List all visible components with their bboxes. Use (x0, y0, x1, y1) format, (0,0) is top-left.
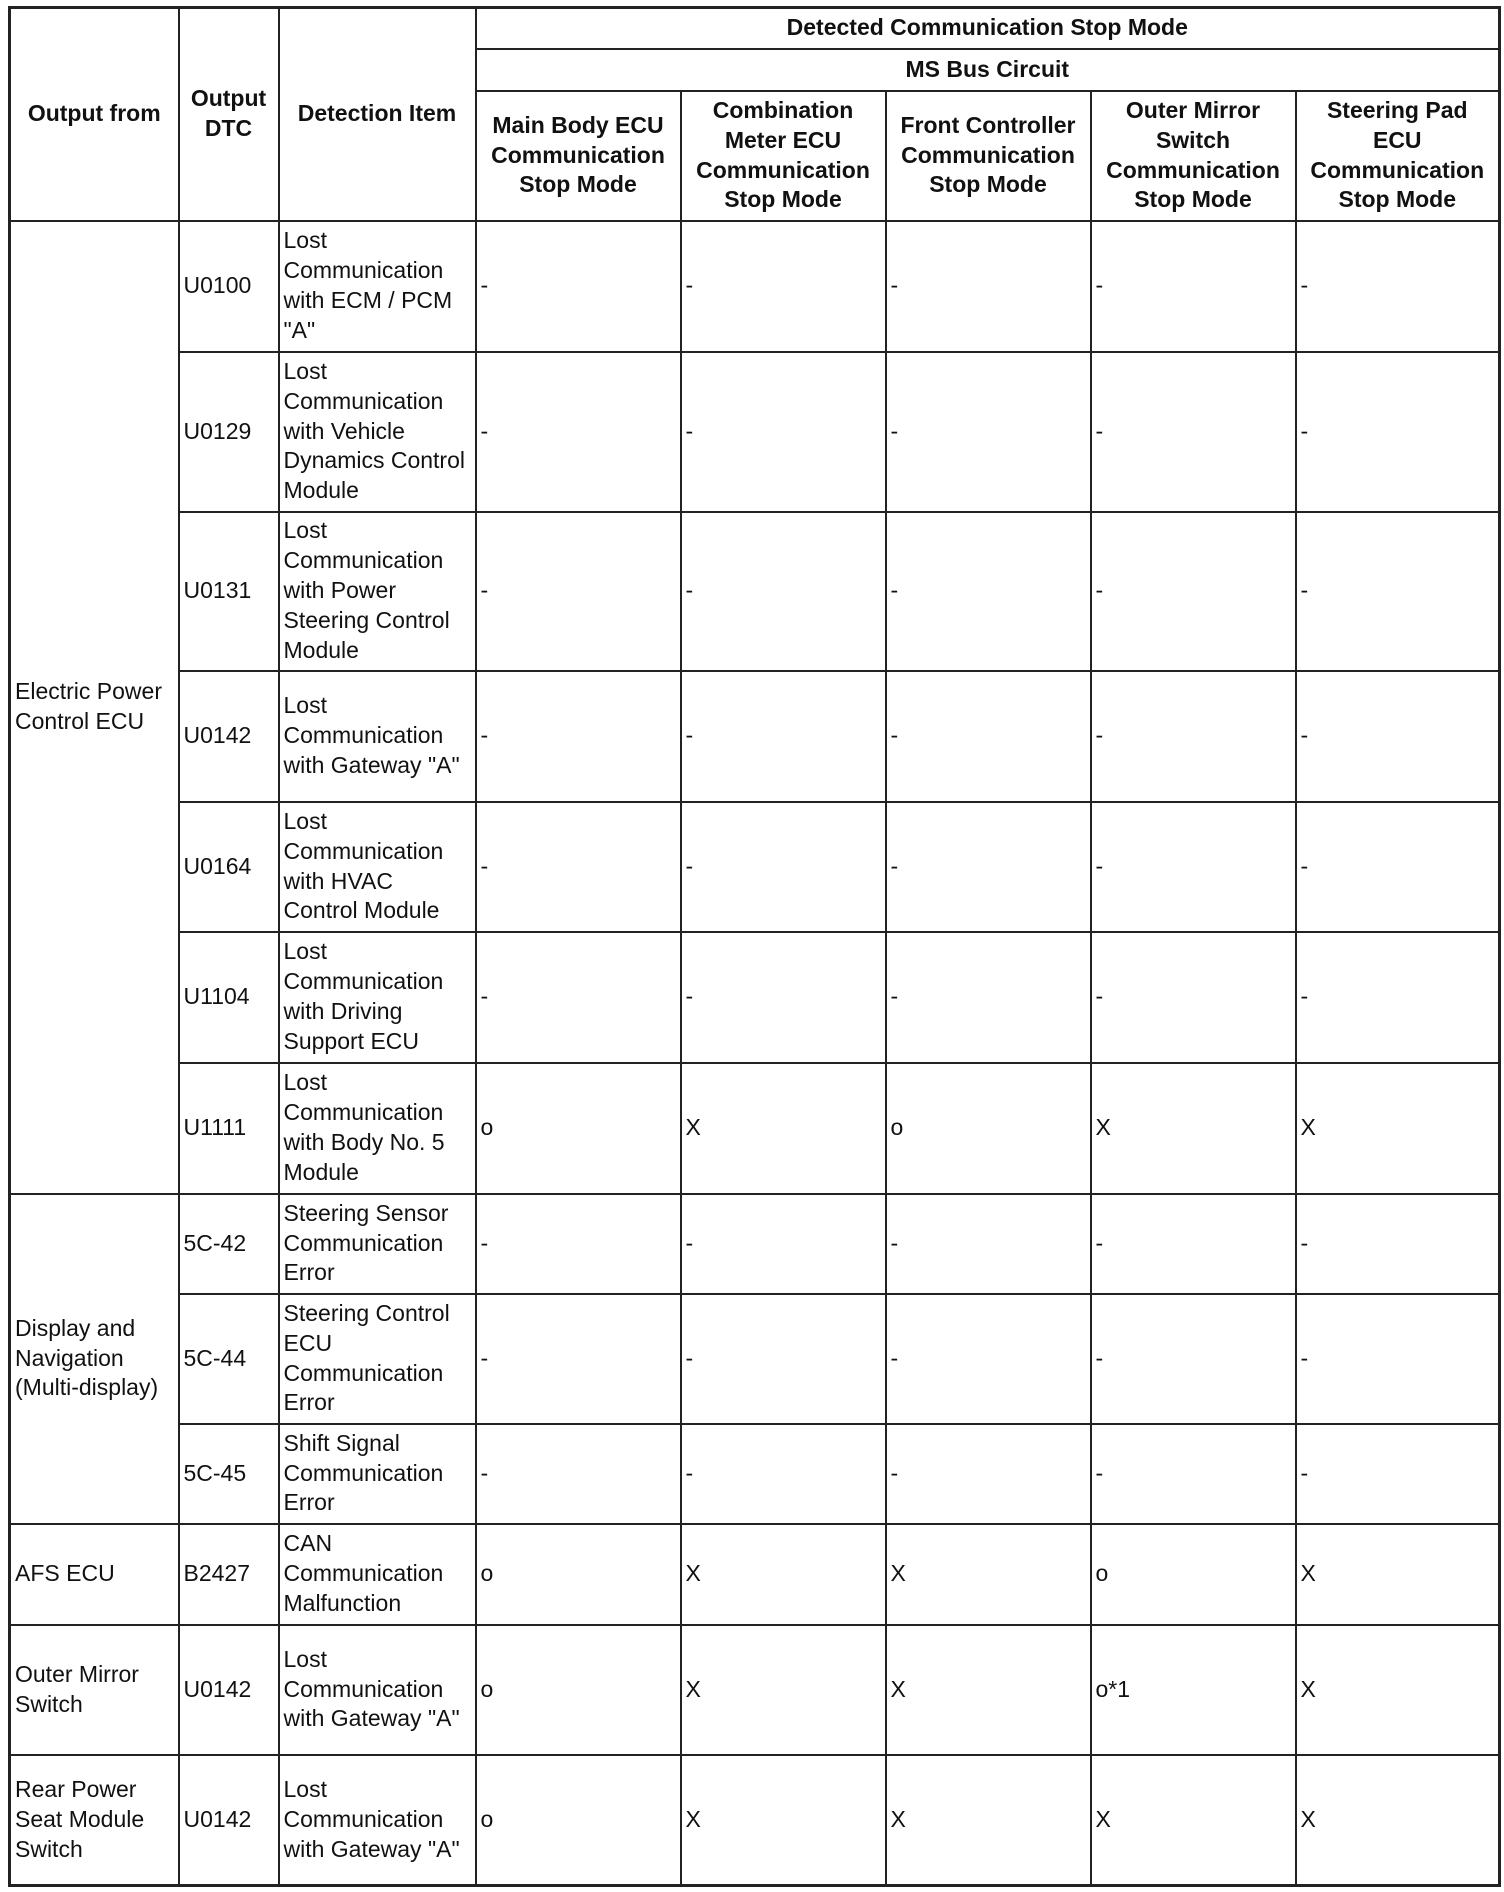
header-mode: Main Body ECU Communication Stop Mode (476, 91, 681, 221)
mode-value-cell: - (1296, 1424, 1500, 1524)
mode-value-cell: X (1296, 1755, 1500, 1886)
table-body (10, 221, 1500, 1886)
mode-value-cell: - (1091, 802, 1296, 932)
mode-value-cell: - (1091, 1424, 1296, 1524)
dtc-code-cell: U0142 (179, 671, 279, 802)
mode-value-cell: - (476, 512, 681, 671)
mode-value-cell: o (476, 1755, 681, 1886)
mode-value-cell: X (681, 1524, 886, 1625)
mode-value-cell: - (1091, 1194, 1296, 1294)
dtc-code-cell: U0131 (179, 512, 279, 671)
mode-value-cell: - (886, 1194, 1091, 1294)
mode-value-cell: - (1091, 671, 1296, 802)
mode-value-cell: X (886, 1524, 1091, 1625)
dtc-code-cell: U0164 (179, 802, 279, 932)
mode-value-cell: - (476, 221, 681, 352)
mode-value-cell: - (886, 802, 1091, 932)
mode-value-cell: - (1296, 1294, 1500, 1424)
header-output-dtc: Output DTC (179, 8, 279, 221)
mode-value-cell: - (1296, 1194, 1500, 1294)
table-row (10, 512, 1500, 671)
detection-item-cell: Lost Communication with Body No. 5 Module (279, 1063, 476, 1194)
mode-value-cell: X (1296, 1524, 1500, 1625)
output-from-cell: Rear Power Seat Module Switch (10, 1755, 179, 1886)
header-mode: Outer Mirror Switch Communication Stop Mode (1091, 91, 1296, 221)
header-bus-circuit: MS Bus Circuit (476, 49, 1500, 91)
detection-item-cell: Lost Communication with HVAC Control Module (279, 802, 476, 932)
detection-item-cell: Lost Communication with Vehicle Dynamics Control Module (279, 352, 476, 512)
mode-value-cell: X (681, 1625, 886, 1755)
mode-value-cell: X (681, 1755, 886, 1886)
dtc-code-cell: 5C-45 (179, 1424, 279, 1524)
mode-value-cell: - (476, 1424, 681, 1524)
mode-value-cell: - (1296, 512, 1500, 671)
mode-value-cell: - (681, 512, 886, 671)
table-row (10, 1063, 1500, 1194)
mode-value-cell: - (886, 221, 1091, 352)
dtc-code-cell: 5C-44 (179, 1294, 279, 1424)
detection-item-cell: Lost Communication with Gateway "A" (279, 1625, 476, 1755)
detection-item-cell: Shift Signal Communication Error (279, 1424, 476, 1524)
dtc-code-cell: U0100 (179, 221, 279, 352)
mode-value-cell: - (681, 932, 886, 1063)
mode-value-cell: - (476, 671, 681, 802)
dtc-code-cell: U1104 (179, 932, 279, 1063)
mode-value-cell: - (1091, 1294, 1296, 1424)
table-row (10, 671, 1500, 802)
mode-value-cell: o (1091, 1524, 1296, 1625)
mode-value-cell: - (476, 1194, 681, 1294)
mode-value-cell: o (476, 1063, 681, 1194)
mode-value-cell: X (1091, 1063, 1296, 1194)
mode-value-cell: - (886, 352, 1091, 512)
header-output-from: Output from (10, 8, 179, 221)
table-row (10, 1625, 1500, 1755)
output-from-cell: AFS ECU (10, 1524, 179, 1625)
mode-value-cell: - (476, 932, 681, 1063)
header-detected-mode: Detected Communication Stop Mode (476, 8, 1500, 49)
mode-value-cell: - (681, 1294, 886, 1424)
mode-value-cell: - (476, 352, 681, 512)
mode-value-cell: X (1296, 1063, 1500, 1194)
mode-value-cell: - (681, 671, 886, 802)
mode-value-cell: - (1296, 802, 1500, 932)
mode-value-cell: - (886, 1294, 1091, 1424)
table-row (10, 1194, 1500, 1294)
mode-value-cell: X (1296, 1625, 1500, 1755)
dtc-code-cell: U0142 (179, 1755, 279, 1886)
mode-value-cell: - (1091, 221, 1296, 352)
detection-item-cell: CAN Communication Malfunction (279, 1524, 476, 1625)
mode-value-cell: o (886, 1063, 1091, 1194)
mode-value-cell: o (476, 1524, 681, 1625)
detection-item-cell: Lost Communication with Driving Support ECU (279, 932, 476, 1063)
mode-value-cell: X (1091, 1755, 1296, 1886)
mode-value-cell: - (886, 932, 1091, 1063)
mode-value-cell: - (1296, 671, 1500, 802)
dtc-code-cell: U1111 (179, 1063, 279, 1194)
mode-value-cell: - (1091, 352, 1296, 512)
mode-value-cell: - (681, 221, 886, 352)
header-mode: Combination Meter ECU Communication Stop Mode (681, 91, 886, 221)
table-row (10, 352, 1500, 512)
detection-item-cell: Steering Control ECU Communication Error (279, 1294, 476, 1424)
dtc-code-cell: B2427 (179, 1524, 279, 1625)
table-row (10, 802, 1500, 932)
mode-value-cell: - (681, 802, 886, 932)
table-row (10, 932, 1500, 1063)
mode-value-cell: - (886, 1424, 1091, 1524)
table-row (10, 221, 1500, 352)
mode-value-cell: X (681, 1063, 886, 1194)
table-row (10, 1524, 1500, 1625)
dtc-code-cell: U0129 (179, 352, 279, 512)
mode-value-cell: o*1 (1091, 1625, 1296, 1755)
mode-value-cell: X (886, 1755, 1091, 1886)
mode-value-cell: - (681, 1424, 886, 1524)
table-row (10, 1755, 1500, 1886)
output-from-cell: Outer Mirror Switch (10, 1625, 179, 1755)
dtc-code-cell: 5C-42 (179, 1194, 279, 1294)
detection-item-cell: Lost Communication with ECM / PCM "A" (279, 221, 476, 352)
table-header (10, 8, 1500, 221)
mode-value-cell: - (476, 802, 681, 932)
mode-value-cell: - (476, 1294, 681, 1424)
table-row (10, 1424, 1500, 1524)
header-mode: Front Controller Communication Stop Mode (886, 91, 1091, 221)
output-from-cell: Electric Power Control ECU (10, 221, 179, 1194)
mode-value-cell: - (1296, 932, 1500, 1063)
mode-value-cell: - (1091, 932, 1296, 1063)
header-mode: Steering Pad ECU Communication Stop Mode (1296, 91, 1500, 221)
mode-value-cell: - (1296, 352, 1500, 512)
mode-value-cell: - (1091, 512, 1296, 671)
detection-item-cell: Steering Sensor Communication Error (279, 1194, 476, 1294)
mode-value-cell: - (886, 671, 1091, 802)
header-detection-item: Detection Item (279, 8, 476, 221)
detection-item-cell: Lost Communication with Power Steering Control Module (279, 512, 476, 671)
table-row (10, 1294, 1500, 1424)
dtc-code-cell: U0142 (179, 1625, 279, 1755)
mode-value-cell: X (886, 1625, 1091, 1755)
mode-value-cell: - (681, 352, 886, 512)
mode-value-cell: o (476, 1625, 681, 1755)
output-from-cell: Display and Navigation (Multi-display) (10, 1194, 179, 1524)
detection-item-cell: Lost Communication with Gateway "A" (279, 1755, 476, 1886)
dtc-communication-table (8, 6, 1501, 1887)
mode-value-cell: - (886, 512, 1091, 671)
detection-item-cell: Lost Communication with Gateway "A" (279, 671, 476, 802)
mode-value-cell: - (681, 1194, 886, 1294)
mode-value-cell: - (1296, 221, 1500, 352)
